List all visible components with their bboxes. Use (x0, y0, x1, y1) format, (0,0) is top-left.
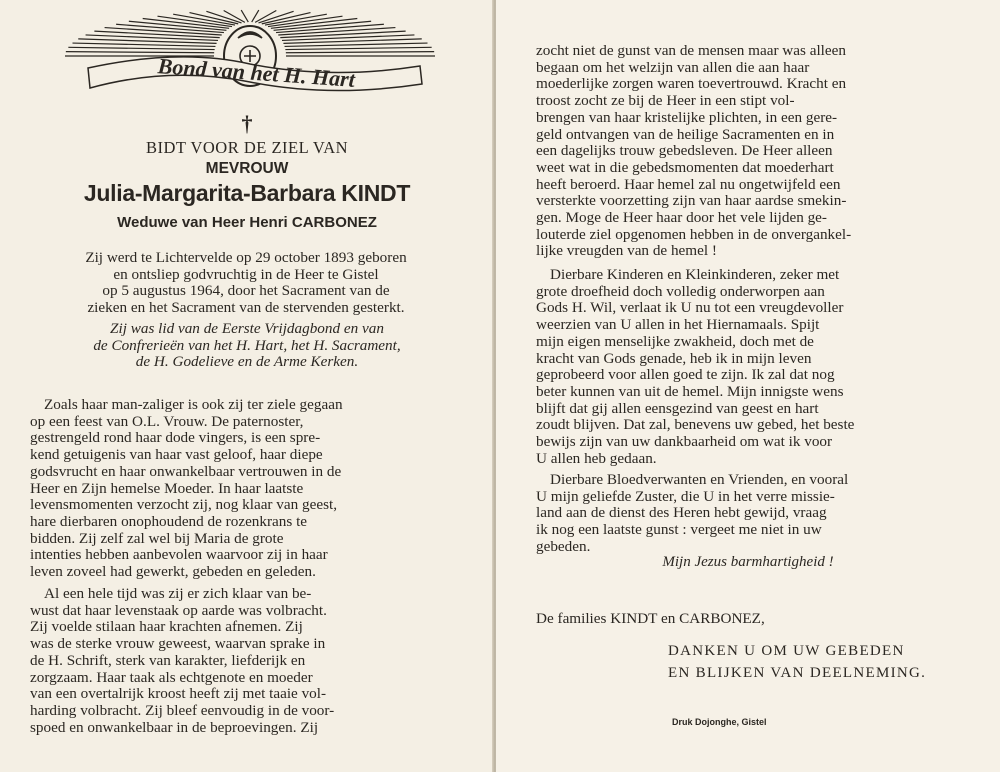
sun-ray (72, 43, 215, 46)
birth-death-block: Zij werd te Lichtervelde op 29 october 1893 geboren en ontsliep godvruchtig in de Heer te Gistel op 5 augustus 1964, door het Sacrament van de zieken en het Sacrament van de stervenden gesterkt. (85, 249, 407, 317)
printer-credit: Druk Dojonghe, Gistel (672, 717, 767, 727)
title-mevrouw: MEVROUW (205, 160, 289, 177)
left-page (0, 0, 494, 772)
children-paragraph: Dierbare Kinderen en Kleinkinderen, zeker met grote droefheid doch volledig onderworpen aan Gods H. Wil, verlaat ik U nu tot een vreugdevoller weerzien van U allen in het Hiernamaals. Spijt mijn eigen menselijke zwakheid, doch met de kracht van Gods genade, heb ik in mijn leven geprobeerd voor allen goed te zijn. Ik zal dat nog beter kunnen van uit de hemel. Mijn innigste wens blijft dat gij allen eensgezind van geest en hart zoudt blijven. Dat zal, benevens uw gebed, het beste bewijs zijn van uw dankbaarheid om wat ik voor U allen heb gedaan. (536, 266, 855, 467)
thanks-line-1: DANKEN U OM UW GEBEDEN (668, 643, 905, 659)
widow-line: Weduwe van Heer Henri CARBONEZ (117, 214, 377, 231)
thanks-line-2: EN BLIJKEN VAN DEELNEMING. (668, 665, 927, 681)
deceased-name: Julia-Margarita-Barbara KINDT (83, 180, 411, 206)
paragraph-2: Al een hele tijd was zij er zich klaar van be- wust dat haar levenstaak op aarde was volbracht. Zij voelde stilaan haar krachten afnemen. Zij was de sterke vrouw geweest, waarvan sprake in de H. Schrift, sterk van karakter, liefderijk en zorgzaam. Haar taak als echtgenote en moeder van een overtalrijk kroost heeft zij met taaie vol- harding volbracht. Zij bleef eenvoudig in de voor- spoed en onwankelbaar in de beproevingen. Zij (30, 585, 335, 736)
sun-ray (286, 52, 434, 53)
sun-ray (68, 47, 214, 49)
pray-heading: BIDT VOOR DE ZIEL VAN (145, 138, 349, 157)
families-line: De families KINDT en CARBONEZ, (536, 610, 765, 627)
relatives-paragraph: Dierbare Bloedverwanten en Vrienden, en vooral U mijn geliefde Zuster, die U in het verre missie- land aan de dienst des Heren hebt gewijd, vraag ik nog een laatste gunst : vergeet me niet in uw gebeden. (536, 471, 849, 555)
cross-symbol: † (241, 111, 253, 136)
paragraph-1: Zoals haar man-zaliger is ook zij ter ziele gegaan op een feest van O.L. Vrouw. De paternoster, gestrengeld rond haar dode vingers, is een spre- kend getuigenis van haar vast geloof, haar diepe godsvrucht en haar onwankelbaar vertrouwen in de Heer en Zijn hemelse Moeder. In haar laatste levensmomenten verzocht zij, nog klaar van geest, hare dierbaren onophoudend de rozenkrans te bidden. Zij zelf zal wel bij Maria de grote intenties hebben aanbevolen waarvoor zij in haar leven zoveel had gewerkt, gebeden en geleden. (30, 396, 343, 581)
thanks-block (668, 640, 926, 684)
paragraph-continued: zocht niet de gunst van de mensen maar was alleen begaan om het welzijn van allen die aan haar moederlijke zorgen waren toevertrouwd. Kracht en troost zocht ze bij de Heer in een stipt vol- brengen van haar kristelijke plichten, in een gere- geld ontvangen van de heilige Sacramenten en in een dagelijks trouw gebedsleven. De Heer alleen weet wat in die gebedsmomenten dat moederhart heeft beroerd. Haar hemel zal nu ongetwijfeld een versterkte voorzetting zijn van haar aardse smekin- gen. Moge de Heer haar door het vele lijden ge- louterde ziel opgenomen hebben in de onvergankel- lijke vreugden van de hemel ! (536, 42, 852, 260)
sun-ray (66, 52, 214, 53)
membership-block: Zij was lid van de Eerste Vrijdagbond en van de Confrerieën van het H. Hart, het H. Sacrament, de H. Godelieve en de Arme Kerken. (93, 320, 401, 371)
closing-prayer: Mijn Jezus barmhartigheid ! (662, 554, 834, 570)
sun-ray (285, 43, 428, 46)
sacred-heart-emblem (60, 8, 440, 106)
sun-ray (285, 47, 431, 49)
emblem-ribbon-text: Bond van het H. Hart (157, 53, 356, 92)
